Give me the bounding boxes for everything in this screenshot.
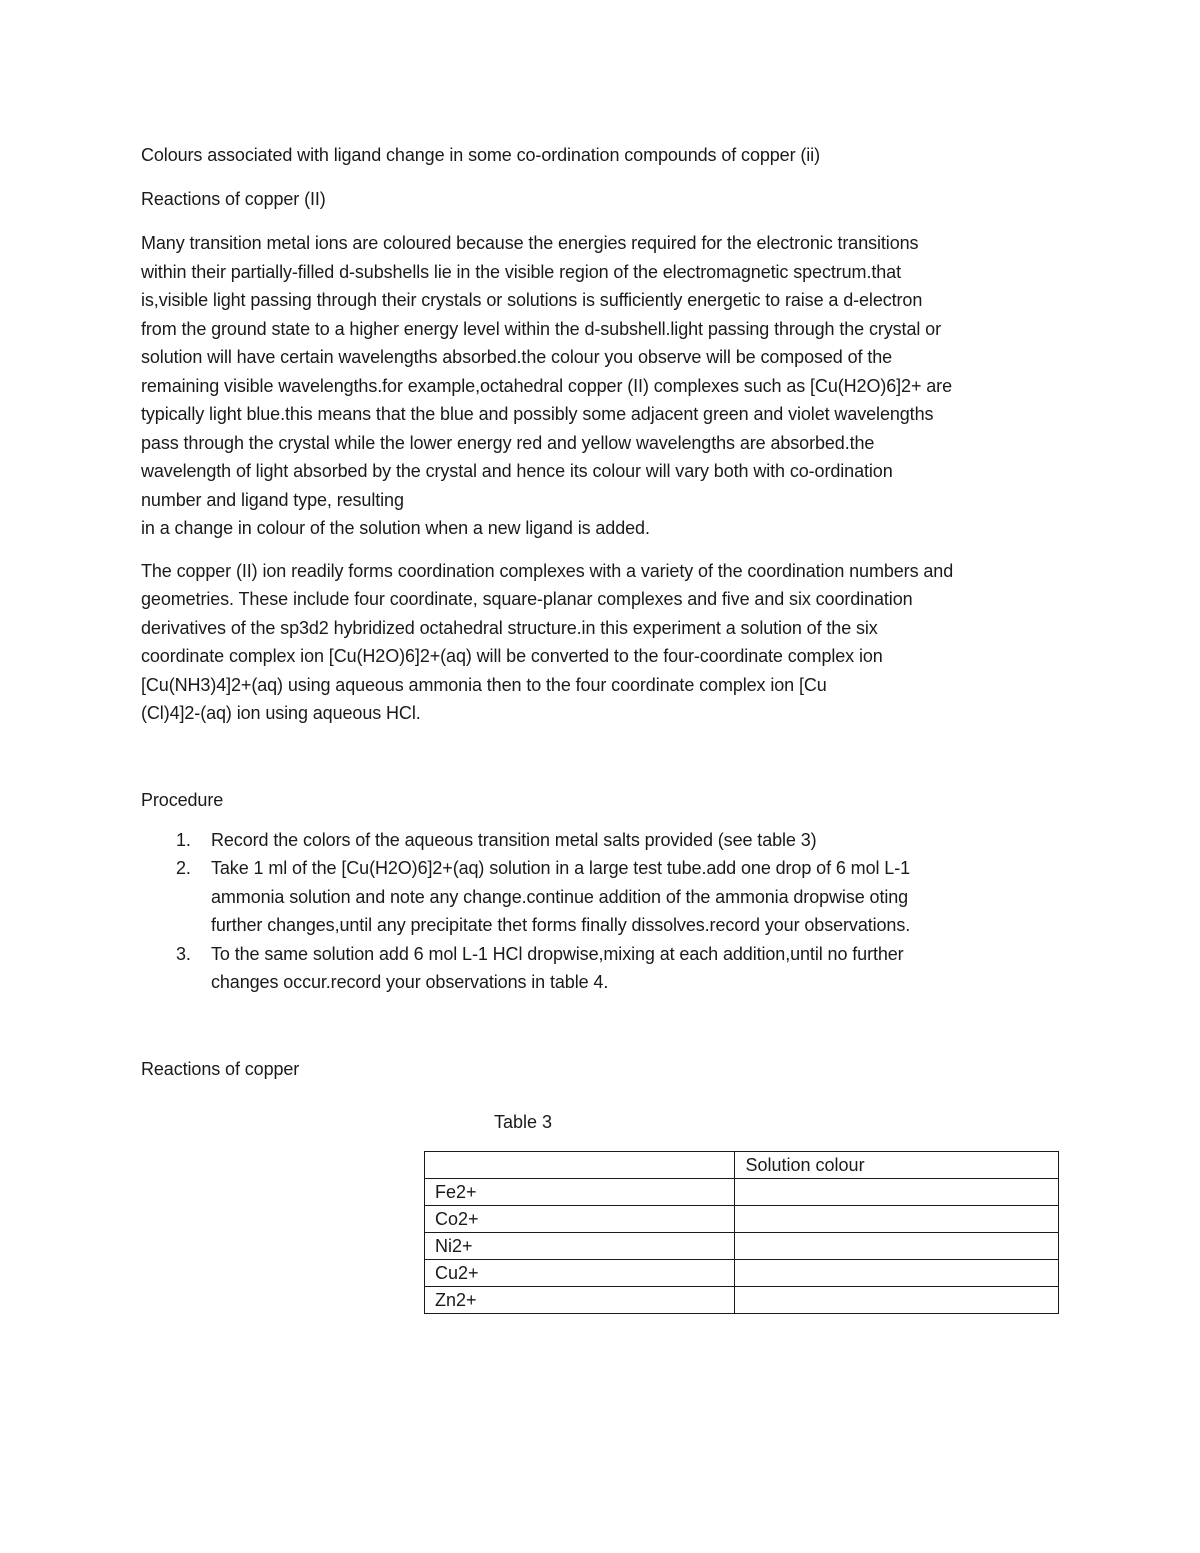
table-cell-ion: Fe2+	[425, 1179, 735, 1206]
procedure-step	[141, 940, 1061, 997]
intro-paragraph: Many transition metal ions are coloured because the energies required for the electronic transitions within their partially-filled d-subshells lie in the visible region of the electromagnetic spectrum.that is,visible light passing through their crystals or solutions is sufficiently energetic to raise a d-electron from the ground state to a higher energy level within the d-subshell.light passing through the crystal or solution will have certain wavelengths absorbed.the colour you observe will be composed of the remaining visible wavelengths.for example,octahedral copper (II) complexes such as [Cu(H2O)6]2+ are typically light blue.this means that the blue and possibly some adjacent green and violet wavelengths pass through the crystal while the lower energy red and yellow wavelengths are absorbed.the wavelength of light absorbed by the crystal and hence its colour will vary both with co-ordination number and ligand type, resulting in a change in colour of the solution when a new ligand is added.	[141, 233, 952, 538]
solution-colour-table	[424, 1151, 1059, 1314]
table-row	[425, 1287, 1059, 1314]
table-header-cell: Solution colour	[735, 1152, 1059, 1179]
procedure-heading: Procedure	[141, 789, 224, 810]
table-cell-ion: Cu2+	[425, 1260, 735, 1287]
step-text: Record the colors of the aqueous transition metal salts provided (see table 3)	[211, 829, 817, 850]
table-cell-ion: Ni2+	[425, 1233, 735, 1260]
table-caption: Table 3	[494, 1112, 553, 1132]
document-page	[141, 141, 1061, 1099]
table-cell-colour	[735, 1260, 1059, 1287]
table-row	[425, 1179, 1059, 1206]
table-header-row	[425, 1152, 1059, 1179]
step-text: Take 1 ml of the [Cu(H2O)6]2+(aq) solution in a large test tube.add one drop of 6 mol L-1 ammonia solution and note any change.continue addition of the ammonia dropwise oting further changes,until any precipitate thet forms finally dissolves.record your observations.	[211, 858, 911, 935]
table-cell-ion: Zn2+	[425, 1287, 735, 1314]
table-cell-colour	[735, 1233, 1059, 1260]
step-number: 2.	[176, 858, 191, 878]
table-cell-colour	[735, 1179, 1059, 1206]
step-number: 1.	[176, 829, 191, 850]
table-cell-colour	[735, 1287, 1059, 1314]
table-cell-ion: Co2+	[425, 1206, 735, 1233]
table-row	[425, 1206, 1059, 1233]
table-header-cell	[425, 1152, 735, 1179]
reactions-heading: Reactions of copper	[141, 1058, 300, 1079]
step-text: To the same solution add 6 mol L-1 HCl dropwise,mixing at each addition,until no further changes occur.record your observations in table 4.	[211, 943, 904, 992]
section-subtitle: Reactions of copper (II)	[141, 189, 326, 209]
table-row	[425, 1260, 1059, 1287]
procedure-list	[141, 826, 1061, 997]
copper-paragraph: The copper (II) ion readily forms coordination complexes with a variety of the coordination numbers and geometries. These include four coordinate, square-planar complexes and five and six coordination derivatives of the sp3d2 hybridized octahedral structure.in this experiment a solution of the six coordinate complex ion [Cu(H2O)6]2+(aq) will be converted to the four-coordinate complex ion [Cu(NH3)4]2+(aq) using aqueous ammonia then to the four coordinate complex ion [Cu (Cl)4]2-(aq) ion using aqueous HCl.	[141, 560, 954, 723]
table-cell-colour	[735, 1206, 1059, 1233]
procedure-step	[141, 826, 1061, 855]
table-row	[425, 1233, 1059, 1260]
procedure-step	[141, 854, 1061, 940]
document-title: Colours associated with ligand change in some co-ordination compounds of copper (ii)	[141, 145, 820, 165]
step-number: 3.	[176, 943, 191, 964]
